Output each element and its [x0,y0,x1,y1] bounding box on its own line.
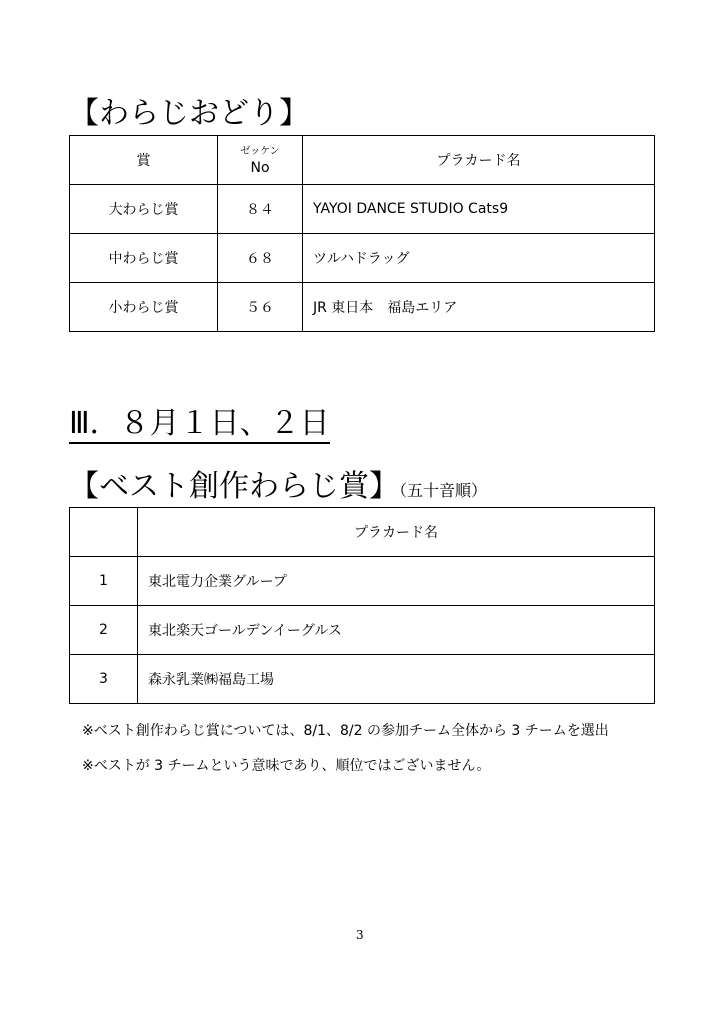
table-header-row [70,136,655,185]
table-row [70,655,655,704]
best-souzaku-title: 【ベスト創作わらじ賞】 [69,469,399,504]
table-row [70,185,655,234]
table-row [70,234,655,283]
section-title-best-souzaku [69,469,487,509]
header-placard: プラカード名 [138,508,655,557]
prize-cell: 中わらじ賞 [70,234,218,283]
no-cell: ５６ [218,283,303,332]
header-prize: 賞 [70,136,218,185]
header-placard: プラカード名 [303,136,655,185]
page-number: 3 [356,928,364,942]
no-cell: ６８ [218,234,303,283]
table-row [70,283,655,332]
section-heading-dates [69,406,330,442]
placard-cell: ツルハドラッグ [303,234,655,283]
table-row [70,557,655,606]
best-souzaku-table [69,507,655,704]
placard-cell: YAYOI DANCE STUDIO Cats9 [303,185,655,234]
table-row [70,606,655,655]
header-zekken-no [218,136,303,185]
table-header-row [70,508,655,557]
index-cell: 3 [70,655,138,704]
waraji-odori-table [69,135,655,332]
header-no-label: No [250,160,270,176]
best-souzaku-order-note: （五十音順） [399,481,488,500]
no-cell: ８４ [218,185,303,234]
index-cell: 1 [70,557,138,606]
team-name-cell: 森永乳業㈱福島工場 [138,655,655,704]
section-heading-text: Ⅲ．８月１日、２日 [69,406,330,444]
index-cell: 2 [70,606,138,655]
section-title-waraji-odori: 【わらじおどり】 [69,96,309,131]
prize-cell: 大わらじ賞 [70,185,218,234]
note-ranking: ※ベストが 3 チームという意味であり、順位ではございません。 [82,758,491,774]
note-selection: ※ベスト創作わらじ賞については、8/1、8/2 の参加チーム全体から 3 チームを選出 [82,723,609,739]
team-name-cell: 東北楽天ゴールデンイーグルス [138,606,655,655]
header-index [70,508,138,557]
team-name-cell: 東北電力企業グループ [138,557,655,606]
header-zekken-label: ゼッケン [240,146,280,157]
placard-cell: JR 東日本 福島エリア [303,283,655,332]
prize-cell: 小わらじ賞 [70,283,218,332]
